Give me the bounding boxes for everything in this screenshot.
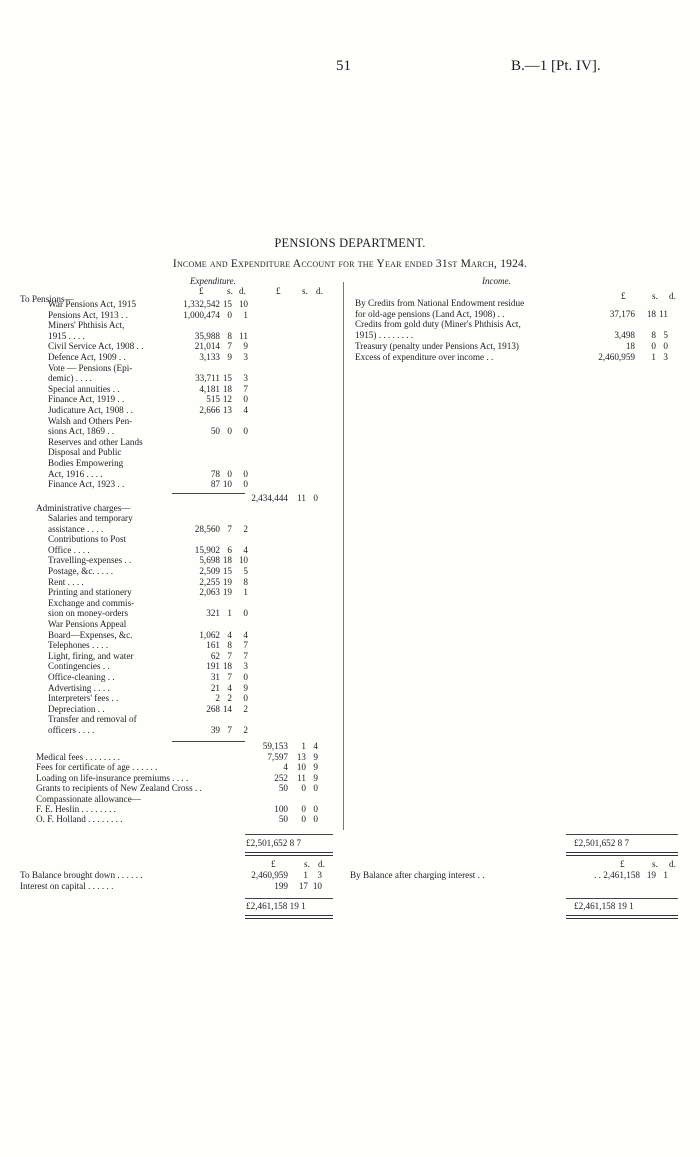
row-shillings: 4 bbox=[227, 682, 232, 693]
row-label: Advertising . . . . bbox=[48, 682, 110, 693]
row-pounds: 37,176 bbox=[609, 308, 635, 319]
currency-shilling-header-2: s. bbox=[302, 286, 308, 296]
row-pounds: 18 bbox=[625, 340, 635, 351]
row-pence: 0 bbox=[243, 693, 248, 704]
row-label: Civil Service Act, 1908 . . bbox=[48, 341, 144, 352]
row-pence: 3 bbox=[243, 373, 248, 384]
admin-line-item bbox=[0, 640, 700, 651]
row-shillings: 0 bbox=[227, 309, 232, 320]
balance-debit-total: £2,461,158 19 1 bbox=[246, 901, 306, 911]
row-label: Bodies Empowering bbox=[48, 458, 124, 468]
row-label: 1915) . . . . . . . . bbox=[355, 330, 414, 341]
income-total-rule-bottom bbox=[566, 852, 678, 856]
row-pounds: 78 bbox=[210, 468, 220, 479]
balance-debit-rule-bottom bbox=[245, 915, 333, 919]
admin-line-item bbox=[0, 651, 700, 662]
row-label: To Balance brought down . . . . . . bbox=[20, 870, 143, 880]
row-shillings: 14 bbox=[222, 703, 232, 714]
row-shillings: 1 bbox=[303, 870, 308, 880]
document-reference: B.—1 [Pt. IV]. bbox=[511, 58, 601, 74]
row-pence: 1 bbox=[663, 870, 668, 880]
row-pounds: 4 bbox=[283, 762, 288, 773]
row-pence: 0 bbox=[313, 783, 318, 794]
row-pounds: 191 bbox=[206, 661, 220, 672]
pension-line-item bbox=[0, 437, 700, 448]
row-label: demic) . . . . bbox=[48, 373, 92, 384]
row-shillings: 15 bbox=[222, 299, 232, 309]
row-pounds: 199 bbox=[274, 881, 288, 891]
row-pence: 1 bbox=[243, 309, 248, 320]
admin-line-item bbox=[0, 725, 700, 736]
expenditure-total-rule-bottom bbox=[245, 852, 333, 856]
row-pence: 10 bbox=[238, 555, 248, 566]
other-line-item bbox=[0, 762, 700, 773]
row-pence: 4 bbox=[243, 405, 248, 415]
row-pounds: 50 bbox=[278, 814, 288, 825]
row-pence: 9 bbox=[243, 682, 248, 693]
admin-line-item bbox=[0, 630, 700, 641]
row-pence: 3 bbox=[243, 352, 248, 362]
row-shillings: 1 bbox=[651, 351, 656, 362]
row-pence: 4 bbox=[243, 629, 248, 640]
row-shillings: 18 bbox=[646, 308, 656, 319]
row-pounds: 3,133 bbox=[199, 352, 220, 362]
row-pounds: 33,711 bbox=[195, 373, 220, 384]
row-pence: 3 bbox=[243, 661, 248, 672]
row-pounds: 2,063 bbox=[199, 587, 220, 598]
row-pence: 9 bbox=[243, 341, 248, 352]
admin-line-item bbox=[0, 672, 700, 683]
row-label: officers . . . . bbox=[48, 725, 95, 735]
row-shillings: 11 bbox=[297, 772, 306, 783]
expenditure-grand-total: £2,501,652 8 7 bbox=[246, 838, 302, 848]
row-pence: 0 bbox=[243, 394, 248, 405]
row-pounds: 2,255 bbox=[199, 576, 220, 587]
row-pounds: 2 bbox=[215, 693, 220, 704]
row-label: sions Act, 1869 . . bbox=[48, 426, 115, 437]
row-label: Treasury (penalty under Pensions Act, 1913) bbox=[355, 340, 519, 351]
row-pounds: 15,902 bbox=[194, 544, 220, 555]
admin-line-item bbox=[0, 577, 700, 588]
row-shillings: 8 bbox=[651, 330, 656, 341]
row-label: Fees for certificate of age . . . . . . bbox=[36, 762, 158, 773]
row-pounds: 21,014 bbox=[194, 341, 220, 352]
row-pence: 11 bbox=[239, 330, 248, 341]
row-shillings: 1 bbox=[227, 608, 232, 619]
row-pence: 9 bbox=[313, 772, 318, 783]
row-label: Contributions to Post bbox=[48, 534, 127, 545]
balance-credit-rule-bottom bbox=[566, 915, 678, 919]
row-shillings: 0 bbox=[301, 783, 306, 794]
row-shillings: 12 bbox=[222, 394, 232, 405]
row-shillings: 8 bbox=[227, 330, 232, 341]
row-pounds: 28,560 bbox=[194, 523, 220, 534]
row-label: Judicature Act, 1908 . . bbox=[48, 405, 133, 415]
balance-pence-header: d. bbox=[318, 859, 325, 869]
row-pounds: 7,597 bbox=[267, 752, 288, 762]
income-line-item bbox=[0, 319, 700, 330]
row-pence: 2 bbox=[243, 523, 248, 534]
currency-pence-header: d. bbox=[239, 286, 246, 296]
row-pence: 7 bbox=[243, 640, 248, 651]
row-label: Board—Expenses, &c. bbox=[48, 629, 133, 640]
admin-line-item bbox=[0, 513, 700, 524]
row-label: Light, firing, and water bbox=[48, 650, 134, 661]
row-pence: 2 bbox=[243, 703, 248, 714]
row-pounds: 100 bbox=[274, 804, 288, 814]
pension-line-item bbox=[0, 469, 700, 480]
row-label: Office-cleaning . . bbox=[48, 672, 115, 682]
row-shillings: 10 bbox=[296, 762, 306, 773]
row-label: Finance Act, 1919 . . bbox=[48, 394, 125, 405]
row-shillings: 10 bbox=[222, 479, 232, 490]
row-pence: 3 bbox=[317, 870, 322, 880]
row-pounds: 1,000,474 bbox=[183, 309, 220, 320]
account-subtitle: Income and Expenditure Account for the Year ended 31st March, 1924. bbox=[172, 258, 528, 270]
row-pence: 3 bbox=[663, 351, 668, 362]
row-shillings: 17 bbox=[298, 881, 308, 891]
row-pence: 11 bbox=[659, 308, 668, 319]
currency-pound-header-2: £ bbox=[276, 286, 281, 296]
row-label: Exchange and commis- bbox=[48, 597, 135, 608]
row-pence: 2 bbox=[243, 725, 248, 735]
income-pence-header: d. bbox=[669, 291, 676, 301]
admin-subtotal-rule bbox=[172, 741, 245, 742]
row-pounds: 268 bbox=[206, 703, 220, 714]
row-pence: 5 bbox=[243, 566, 248, 576]
row-pounds: 21 bbox=[210, 682, 220, 693]
row-pence: 10 bbox=[312, 881, 322, 891]
row-label: Special annuities . . bbox=[48, 383, 120, 394]
row-label: Disposal and Public bbox=[48, 447, 122, 458]
row-label: assistance . . . . bbox=[48, 523, 104, 534]
pension-line-item bbox=[0, 394, 700, 405]
admin-line-item bbox=[0, 524, 700, 535]
row-label: Salaries and temporary bbox=[48, 513, 133, 523]
balance-credit-total: £2,461,158 19 1 bbox=[574, 901, 634, 911]
admin-group-label: Administrative charges— bbox=[36, 503, 131, 513]
row-label: Miners' Phthisis Act, bbox=[48, 320, 125, 331]
row-label: Office . . . . bbox=[48, 544, 90, 555]
admin-line-item bbox=[0, 714, 700, 725]
admin-line-item bbox=[0, 566, 700, 577]
row-shillings: 15 bbox=[222, 373, 232, 384]
row-shillings: 2 bbox=[227, 693, 232, 704]
currency-pence-header-2: d. bbox=[316, 286, 323, 296]
row-pounds: 31 bbox=[210, 672, 220, 682]
row-pence: 4 bbox=[243, 544, 248, 555]
row-pounds: 5,698 bbox=[199, 555, 220, 566]
row-shillings: 0 bbox=[651, 340, 656, 351]
pension-line-item bbox=[0, 416, 700, 427]
other-line-item bbox=[0, 783, 700, 794]
row-shillings: 8 bbox=[227, 640, 232, 651]
pension-line-item bbox=[0, 479, 700, 490]
row-pounds: 2,666 bbox=[199, 405, 220, 415]
admin-line-item bbox=[0, 534, 700, 545]
row-pounds: 87 bbox=[210, 479, 220, 490]
currency-pound-header: £ bbox=[199, 286, 204, 296]
row-shillings: 6 bbox=[227, 544, 232, 555]
pension-line-item bbox=[0, 447, 700, 458]
other-line-item bbox=[0, 804, 700, 815]
pension-line-item bbox=[0, 373, 700, 384]
row-label: Interest on capital . . . . . . bbox=[20, 881, 114, 891]
income-line-item bbox=[0, 309, 700, 320]
row-label: Medical fees . . . . . . . . bbox=[36, 752, 120, 762]
pensions-total-pounds: 2,434,444 bbox=[251, 493, 288, 503]
admin-line-item bbox=[0, 661, 700, 672]
row-pence: 5 bbox=[663, 330, 668, 341]
income-pound-header: £ bbox=[621, 291, 626, 301]
balance-income-shilling-header: s. bbox=[652, 859, 658, 869]
income-line-item bbox=[0, 298, 700, 309]
row-label: Excess of expenditure over income . . bbox=[355, 351, 494, 362]
balance-debit-rule-top bbox=[245, 898, 333, 899]
income-grand-total: £2,501,652 8 7 bbox=[574, 838, 630, 848]
expenditure-heading: Expenditure. bbox=[190, 276, 236, 286]
balance-debit-item bbox=[0, 881, 700, 892]
admin-line-item bbox=[0, 608, 700, 619]
row-pounds: 3,498 bbox=[614, 330, 635, 341]
pension-line-item bbox=[0, 405, 700, 416]
page-title: PENSIONS DEPARTMENT. bbox=[274, 236, 426, 250]
row-pence: 0 bbox=[243, 479, 248, 490]
row-label: Defence Act, 1909 . . bbox=[48, 352, 126, 362]
row-pence: 1 bbox=[243, 587, 248, 598]
pension-line-item bbox=[0, 426, 700, 437]
balance-income-pence-header: d. bbox=[669, 859, 676, 869]
row-shillings: 7 bbox=[227, 650, 232, 661]
income-line-item bbox=[0, 352, 700, 363]
other-line-item bbox=[0, 773, 700, 784]
admin-line-item bbox=[0, 693, 700, 704]
row-label: By Credits from National Endowment residue bbox=[355, 298, 525, 308]
row-shillings: 19 bbox=[646, 870, 656, 880]
admin-line-item bbox=[0, 545, 700, 556]
row-label: Depreciation . . bbox=[48, 703, 105, 714]
admin-line-item bbox=[0, 587, 700, 598]
row-shillings: 7 bbox=[227, 672, 232, 682]
admin-line-item bbox=[0, 683, 700, 694]
row-label: Compassionate allowance— bbox=[36, 793, 141, 804]
row-pounds: 321 bbox=[206, 608, 220, 619]
expenditure-total-rule-top bbox=[245, 834, 333, 835]
income-shilling-header: s. bbox=[652, 291, 658, 301]
pension-line-item bbox=[0, 384, 700, 395]
admin-total-pounds: 59,153 bbox=[262, 741, 288, 751]
admin-total-shillings: 1 bbox=[301, 741, 306, 751]
income-heading: Income. bbox=[482, 276, 511, 286]
row-pence: 8 bbox=[243, 576, 248, 587]
row-pence: 0 bbox=[243, 672, 248, 682]
row-label: Interpreters' fees . . bbox=[48, 693, 119, 704]
admin-line-item bbox=[0, 619, 700, 630]
row-pence: 9 bbox=[313, 762, 318, 773]
row-label: Travelling-expenses . . bbox=[48, 555, 132, 566]
row-label: War Pensions Act, 1915 bbox=[48, 299, 137, 309]
row-pounds: . . 2,461,158 bbox=[594, 870, 640, 880]
row-pounds: 2,460,959 bbox=[251, 870, 288, 880]
row-shillings: 13 bbox=[222, 405, 232, 415]
row-pounds: 2,509 bbox=[199, 566, 220, 576]
row-shillings: 18 bbox=[222, 383, 232, 394]
row-label: O. F. Holland . . . . . . . . bbox=[36, 814, 123, 825]
income-line-item bbox=[0, 341, 700, 352]
row-pence: 0 bbox=[243, 608, 248, 619]
other-line-item bbox=[0, 752, 700, 763]
row-pounds: 50 bbox=[210, 426, 220, 437]
admin-total-pence: 4 bbox=[313, 741, 318, 751]
row-label: Postage, &c. . . . . bbox=[48, 566, 114, 576]
row-shillings: 0 bbox=[227, 426, 232, 437]
row-pence: 9 bbox=[313, 752, 318, 762]
admin-line-item bbox=[0, 704, 700, 715]
row-shillings: 9 bbox=[227, 352, 232, 362]
balance-credit-item bbox=[0, 870, 700, 881]
row-label: War Pensions Appeal bbox=[48, 619, 127, 629]
income-line-item bbox=[0, 330, 700, 341]
row-shillings: 18 bbox=[222, 555, 232, 566]
row-pounds: 1,062 bbox=[199, 629, 220, 640]
balance-credit-rule-top bbox=[566, 898, 678, 899]
row-pounds: 2,460,959 bbox=[598, 351, 635, 362]
row-shillings: 7 bbox=[227, 341, 232, 352]
row-pence: 7 bbox=[243, 650, 248, 661]
row-label: for old-age pensions (Land Act, 1908) . . bbox=[355, 308, 505, 319]
row-shillings: 15 bbox=[222, 566, 232, 576]
pensions-total-shillings: 11 bbox=[297, 493, 306, 503]
pension-line-item bbox=[0, 363, 700, 374]
row-shillings: 7 bbox=[227, 725, 232, 735]
row-pounds: 515 bbox=[206, 394, 220, 405]
row-pounds: 4,181 bbox=[199, 383, 220, 394]
row-pence: 10 bbox=[238, 299, 248, 309]
row-shillings: 0 bbox=[301, 804, 306, 814]
row-label: Printing and stationery bbox=[48, 587, 132, 598]
row-label: F. E. Heslin . . . . . . . . bbox=[36, 804, 116, 814]
row-pence: 0 bbox=[313, 814, 318, 825]
page-number: 51 bbox=[336, 58, 351, 74]
row-label: Telephones . . . . bbox=[48, 640, 109, 651]
row-shillings: 19 bbox=[222, 587, 232, 598]
row-label: Vote — Pensions (Epi- bbox=[48, 362, 133, 373]
pension-line-item bbox=[0, 458, 700, 469]
row-label: Reserves and other Lands bbox=[48, 436, 143, 447]
row-pounds: 50 bbox=[278, 783, 288, 794]
income-total-rule-top bbox=[566, 834, 678, 835]
row-pounds: 62 bbox=[210, 650, 220, 661]
row-pence: 0 bbox=[243, 468, 248, 479]
balance-pound-header: £ bbox=[271, 859, 276, 869]
row-label: Finance Act, 1923 . . bbox=[48, 479, 125, 490]
currency-shilling-header: s. bbox=[227, 286, 233, 296]
pensions-total-pence: 0 bbox=[313, 493, 318, 503]
row-label: Loading on life-insurance premiums . . . . bbox=[36, 772, 189, 783]
row-shillings: 4 bbox=[227, 629, 232, 640]
row-label: 1915 . . . . bbox=[48, 330, 85, 341]
row-pounds: 161 bbox=[206, 640, 220, 651]
row-pounds: 1,332,542 bbox=[183, 299, 220, 309]
other-line-item bbox=[0, 794, 700, 805]
row-label: Pensions Act, 1913 . . bbox=[48, 309, 128, 320]
pensions-subtotal-rule bbox=[172, 493, 245, 494]
admin-line-item bbox=[0, 598, 700, 609]
row-pence: 0 bbox=[663, 340, 668, 351]
row-shillings: 13 bbox=[296, 752, 306, 762]
row-pence: 0 bbox=[243, 426, 248, 437]
row-shillings: 19 bbox=[222, 576, 232, 587]
row-pence: 0 bbox=[313, 804, 318, 814]
row-pence: 7 bbox=[243, 383, 248, 394]
row-pounds: 39 bbox=[210, 725, 220, 735]
row-label: Transfer and removal of bbox=[48, 714, 137, 725]
row-label: By Balance after charging interest . . bbox=[350, 870, 485, 880]
admin-line-item bbox=[0, 555, 700, 566]
row-label: Walsh and Others Pen- bbox=[48, 415, 133, 426]
row-shillings: 0 bbox=[227, 468, 232, 479]
row-label: Grants to recipients of New Zealand Cross . . bbox=[36, 783, 202, 794]
pensions-group-label: To Pensions— bbox=[20, 294, 74, 304]
row-shillings: 7 bbox=[227, 523, 232, 534]
row-pounds: 35,988 bbox=[194, 330, 220, 341]
row-shillings: 0 bbox=[301, 814, 306, 825]
row-pounds: 252 bbox=[274, 772, 288, 783]
balance-shilling-header: s. bbox=[304, 859, 310, 869]
row-shillings: 18 bbox=[222, 661, 232, 672]
row-label: sion on money-orders bbox=[48, 608, 129, 619]
balance-income-pound-header: £ bbox=[620, 859, 625, 869]
row-label: Contingencies . . bbox=[48, 661, 110, 672]
row-label: Act, 1916 . . . . bbox=[48, 468, 103, 479]
row-label: Rent . . . . bbox=[48, 576, 84, 587]
row-label: Credits from gold duty (Miner's Phthisis Act, bbox=[355, 319, 521, 330]
other-line-item bbox=[0, 814, 700, 825]
